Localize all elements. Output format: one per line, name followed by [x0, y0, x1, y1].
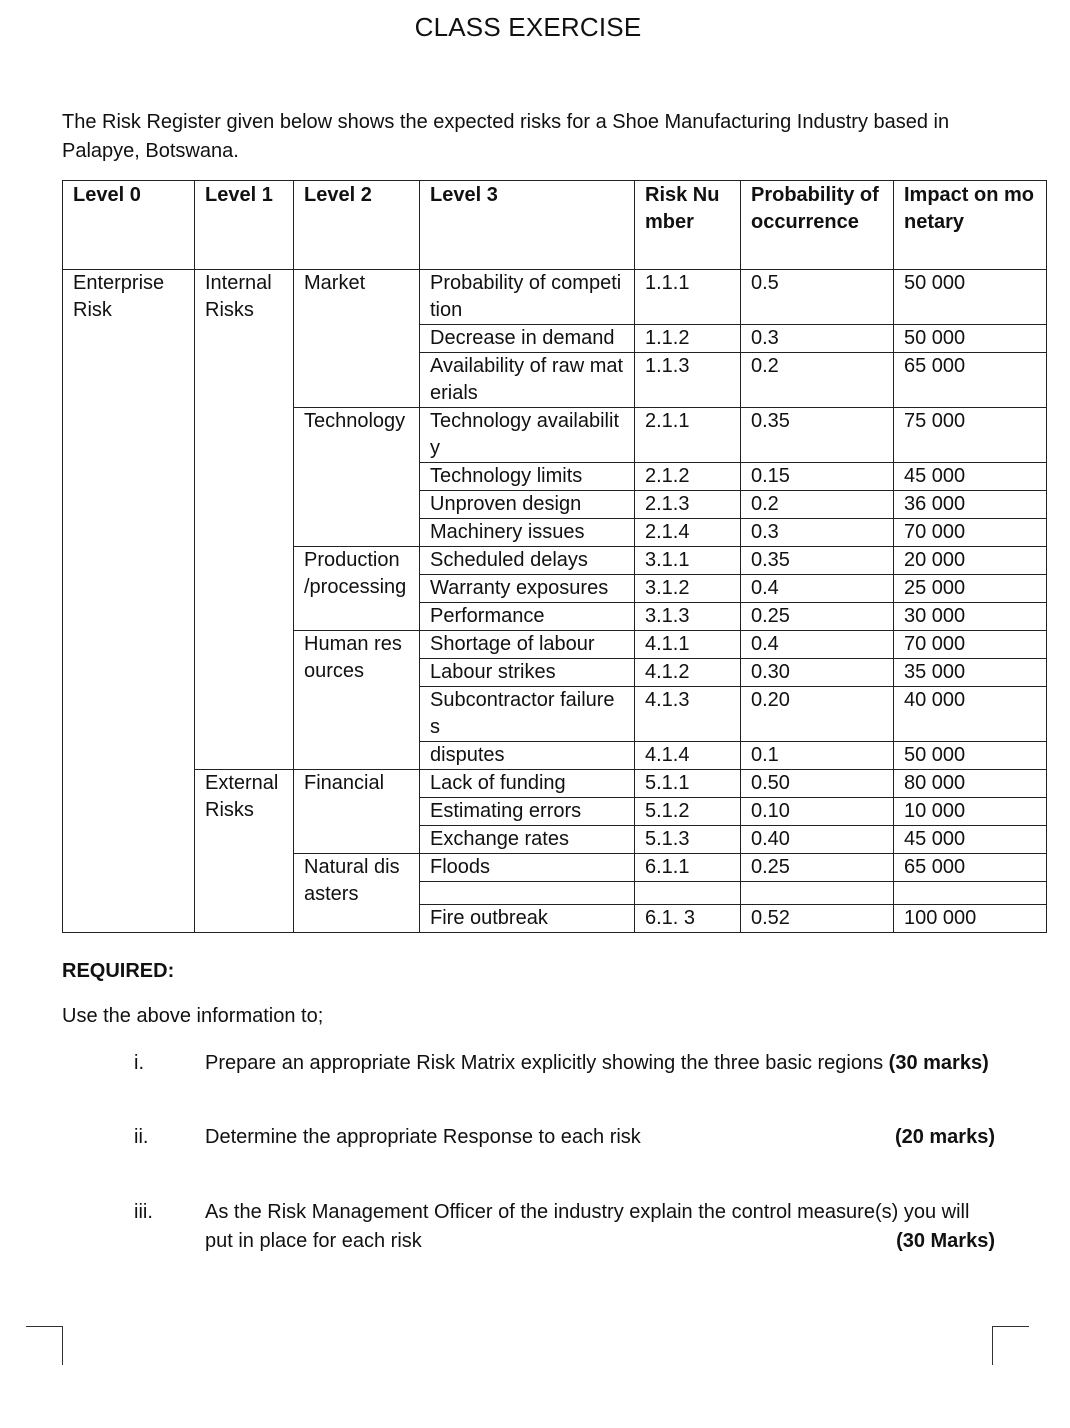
risk-number-cell: [635, 882, 741, 905]
risk-number-cell: 4.1.1: [635, 631, 741, 659]
required-heading: REQUIRED:: [62, 960, 175, 982]
impact-cell: 10 000: [894, 798, 1047, 826]
risk-number-cell: 1.1.1: [635, 270, 741, 325]
probability-cell: 0.4: [741, 631, 894, 659]
probability-cell: 0.3: [741, 325, 894, 353]
impact-cell: 70 000: [894, 519, 1047, 547]
risk-cell: Subcontractor failures: [420, 687, 635, 742]
page-corner-mark-right: [992, 1326, 1029, 1365]
probability-cell: 0.25: [741, 603, 894, 631]
probability-cell: 0.35: [741, 408, 894, 463]
impact-cell: 36 000: [894, 491, 1047, 519]
probability-cell: 0.50: [741, 770, 894, 798]
probability-cell: 0.5: [741, 270, 894, 325]
risk-register-table: [62, 180, 1047, 933]
risk-cell: Scheduled delays: [420, 547, 635, 575]
header-level-2: Level 2: [294, 181, 420, 270]
header-risk-number: Risk Number: [635, 181, 741, 270]
impact-cell: 50 000: [894, 270, 1047, 325]
header-impact: Impact on monetary: [894, 181, 1047, 270]
probability-cell: 0.3: [741, 519, 894, 547]
probability-cell: 0.15: [741, 463, 894, 491]
question-marks: (30 Marks): [896, 1230, 995, 1252]
impact-cell: 45 000: [894, 826, 1047, 854]
level1-external-cell: External Risks: [195, 770, 294, 933]
risk-cell: Exchange rates: [420, 826, 635, 854]
risk-number-cell: 2.1.2: [635, 463, 741, 491]
impact-cell: 65 000: [894, 353, 1047, 408]
impact-cell: 65 000: [894, 854, 1047, 882]
probability-cell: 0.2: [741, 491, 894, 519]
risk-cell: Machinery issues: [420, 519, 635, 547]
probability-cell: 0.52: [741, 905, 894, 933]
probability-cell: 0.35: [741, 547, 894, 575]
risk-number-cell: 4.1.2: [635, 659, 741, 687]
level2-financial-cell: Financial: [294, 770, 420, 854]
impact-cell: 25 000: [894, 575, 1047, 603]
probability-cell: 0.10: [741, 798, 894, 826]
header-level-3: Level 3: [420, 181, 635, 270]
risk-cell: Availability of raw materials: [420, 353, 635, 408]
probability-cell: 0.4: [741, 575, 894, 603]
level1-internal-cell: Internal Risks: [195, 270, 294, 770]
probability-cell: [741, 882, 894, 905]
risk-cell: Lack of funding: [420, 770, 635, 798]
risk-cell: Floods: [420, 854, 635, 882]
page-title: CLASS EXERCISE: [414, 12, 642, 42]
risk-cell: Warranty exposures: [420, 575, 635, 603]
impact-cell: 50 000: [894, 742, 1047, 770]
question-text-block: [205, 1123, 995, 1152]
risk-cell: Technology limits: [420, 463, 635, 491]
impact-cell: 50 000: [894, 325, 1047, 353]
risk-cell: Decrease in demand: [420, 325, 635, 353]
risk-cell: Technology availability: [420, 408, 635, 463]
risk-cell: Performance: [420, 603, 635, 631]
level2-technology-cell: Technology: [294, 408, 420, 547]
impact-cell: 30 000: [894, 603, 1047, 631]
risk-cell: Probability of competition: [420, 270, 635, 325]
risk-number-cell: 3.1.2: [635, 575, 741, 603]
level2-human-resources-cell: Human resources: [294, 631, 420, 770]
question-number: i.: [134, 1052, 144, 1074]
intro-paragraph: The Risk Register given below shows the expected risks for a Shoe Manufacturing Industry based in Palapye, Botswana.: [62, 111, 950, 162]
risk-number-cell: 2.1.4: [635, 519, 741, 547]
page-corner-mark-left: [26, 1326, 63, 1365]
question-text: As the Risk Management Officer of the industry explain the control measure(s) you will put in place for each risk: [205, 1201, 970, 1252]
risk-cell: Unproven design: [420, 491, 635, 519]
question-number: ii.: [134, 1126, 149, 1148]
level2-natural-disasters-cell: Natural disasters: [294, 854, 420, 933]
level2-market-cell: Market: [294, 270, 420, 408]
impact-cell: 20 000: [894, 547, 1047, 575]
probability-cell: 0.2: [741, 353, 894, 408]
table-row: [63, 270, 1047, 325]
impact-cell: 80 000: [894, 770, 1047, 798]
impact-cell: 70 000: [894, 631, 1047, 659]
risk-number-cell: 5.1.3: [635, 826, 741, 854]
question-marks: (30 marks): [888, 1052, 989, 1074]
risk-number-cell: 3.1.3: [635, 603, 741, 631]
impact-cell: 75 000: [894, 408, 1047, 463]
risk-cell: Labour strikes: [420, 659, 635, 687]
impact-cell: 35 000: [894, 659, 1047, 687]
header-probability: Probability of occurrence: [741, 181, 894, 270]
instruction-text: Use the above information to;: [62, 1005, 324, 1027]
probability-cell: 0.40: [741, 826, 894, 854]
risk-number-cell: 3.1.1: [635, 547, 741, 575]
question-number: iii.: [134, 1201, 153, 1223]
header-level-1: Level 1: [195, 181, 294, 270]
risk-number-cell: 6.1. 3: [635, 905, 741, 933]
question-text-block: [205, 1049, 995, 1078]
risk-number-cell: 4.1.3: [635, 687, 741, 742]
risk-number-cell: 2.1.3: [635, 491, 741, 519]
risk-cell: [420, 882, 635, 905]
probability-cell: 0.1: [741, 742, 894, 770]
risk-number-cell: 5.1.1: [635, 770, 741, 798]
risk-cell: disputes: [420, 742, 635, 770]
risk-cell: Fire outbreak: [420, 905, 635, 933]
probability-cell: 0.25: [741, 854, 894, 882]
question-text-block: [205, 1198, 995, 1256]
risk-number-cell: 6.1.1: [635, 854, 741, 882]
risk-cell: Shortage of labour: [420, 631, 635, 659]
impact-cell: [894, 882, 1047, 905]
level2-production-cell: Production /processing: [294, 547, 420, 631]
impact-cell: 40 000: [894, 687, 1047, 742]
risk-cell: Estimating errors: [420, 798, 635, 826]
impact-cell: 100 000: [894, 905, 1047, 933]
probability-cell: 0.20: [741, 687, 894, 742]
impact-cell: 45 000: [894, 463, 1047, 491]
risk-number-cell: 1.1.3: [635, 353, 741, 408]
question-text: Prepare an appropriate Risk Matrix explicitly showing the three basic regions: [205, 1052, 889, 1074]
table-row: [63, 770, 1047, 798]
question-marks: (20 marks): [894, 1126, 995, 1148]
risk-number-cell: 5.1.2: [635, 798, 741, 826]
level0-cell: Enterprise Risk: [63, 270, 195, 933]
probability-cell: 0.30: [741, 659, 894, 687]
risk-number-cell: 4.1.4: [635, 742, 741, 770]
header-level-0: Level 0: [63, 181, 195, 270]
risk-number-cell: 1.1.2: [635, 325, 741, 353]
question-text: Determine the appropriate Response to each risk: [205, 1126, 641, 1148]
risk-number-cell: 2.1.1: [635, 408, 741, 463]
